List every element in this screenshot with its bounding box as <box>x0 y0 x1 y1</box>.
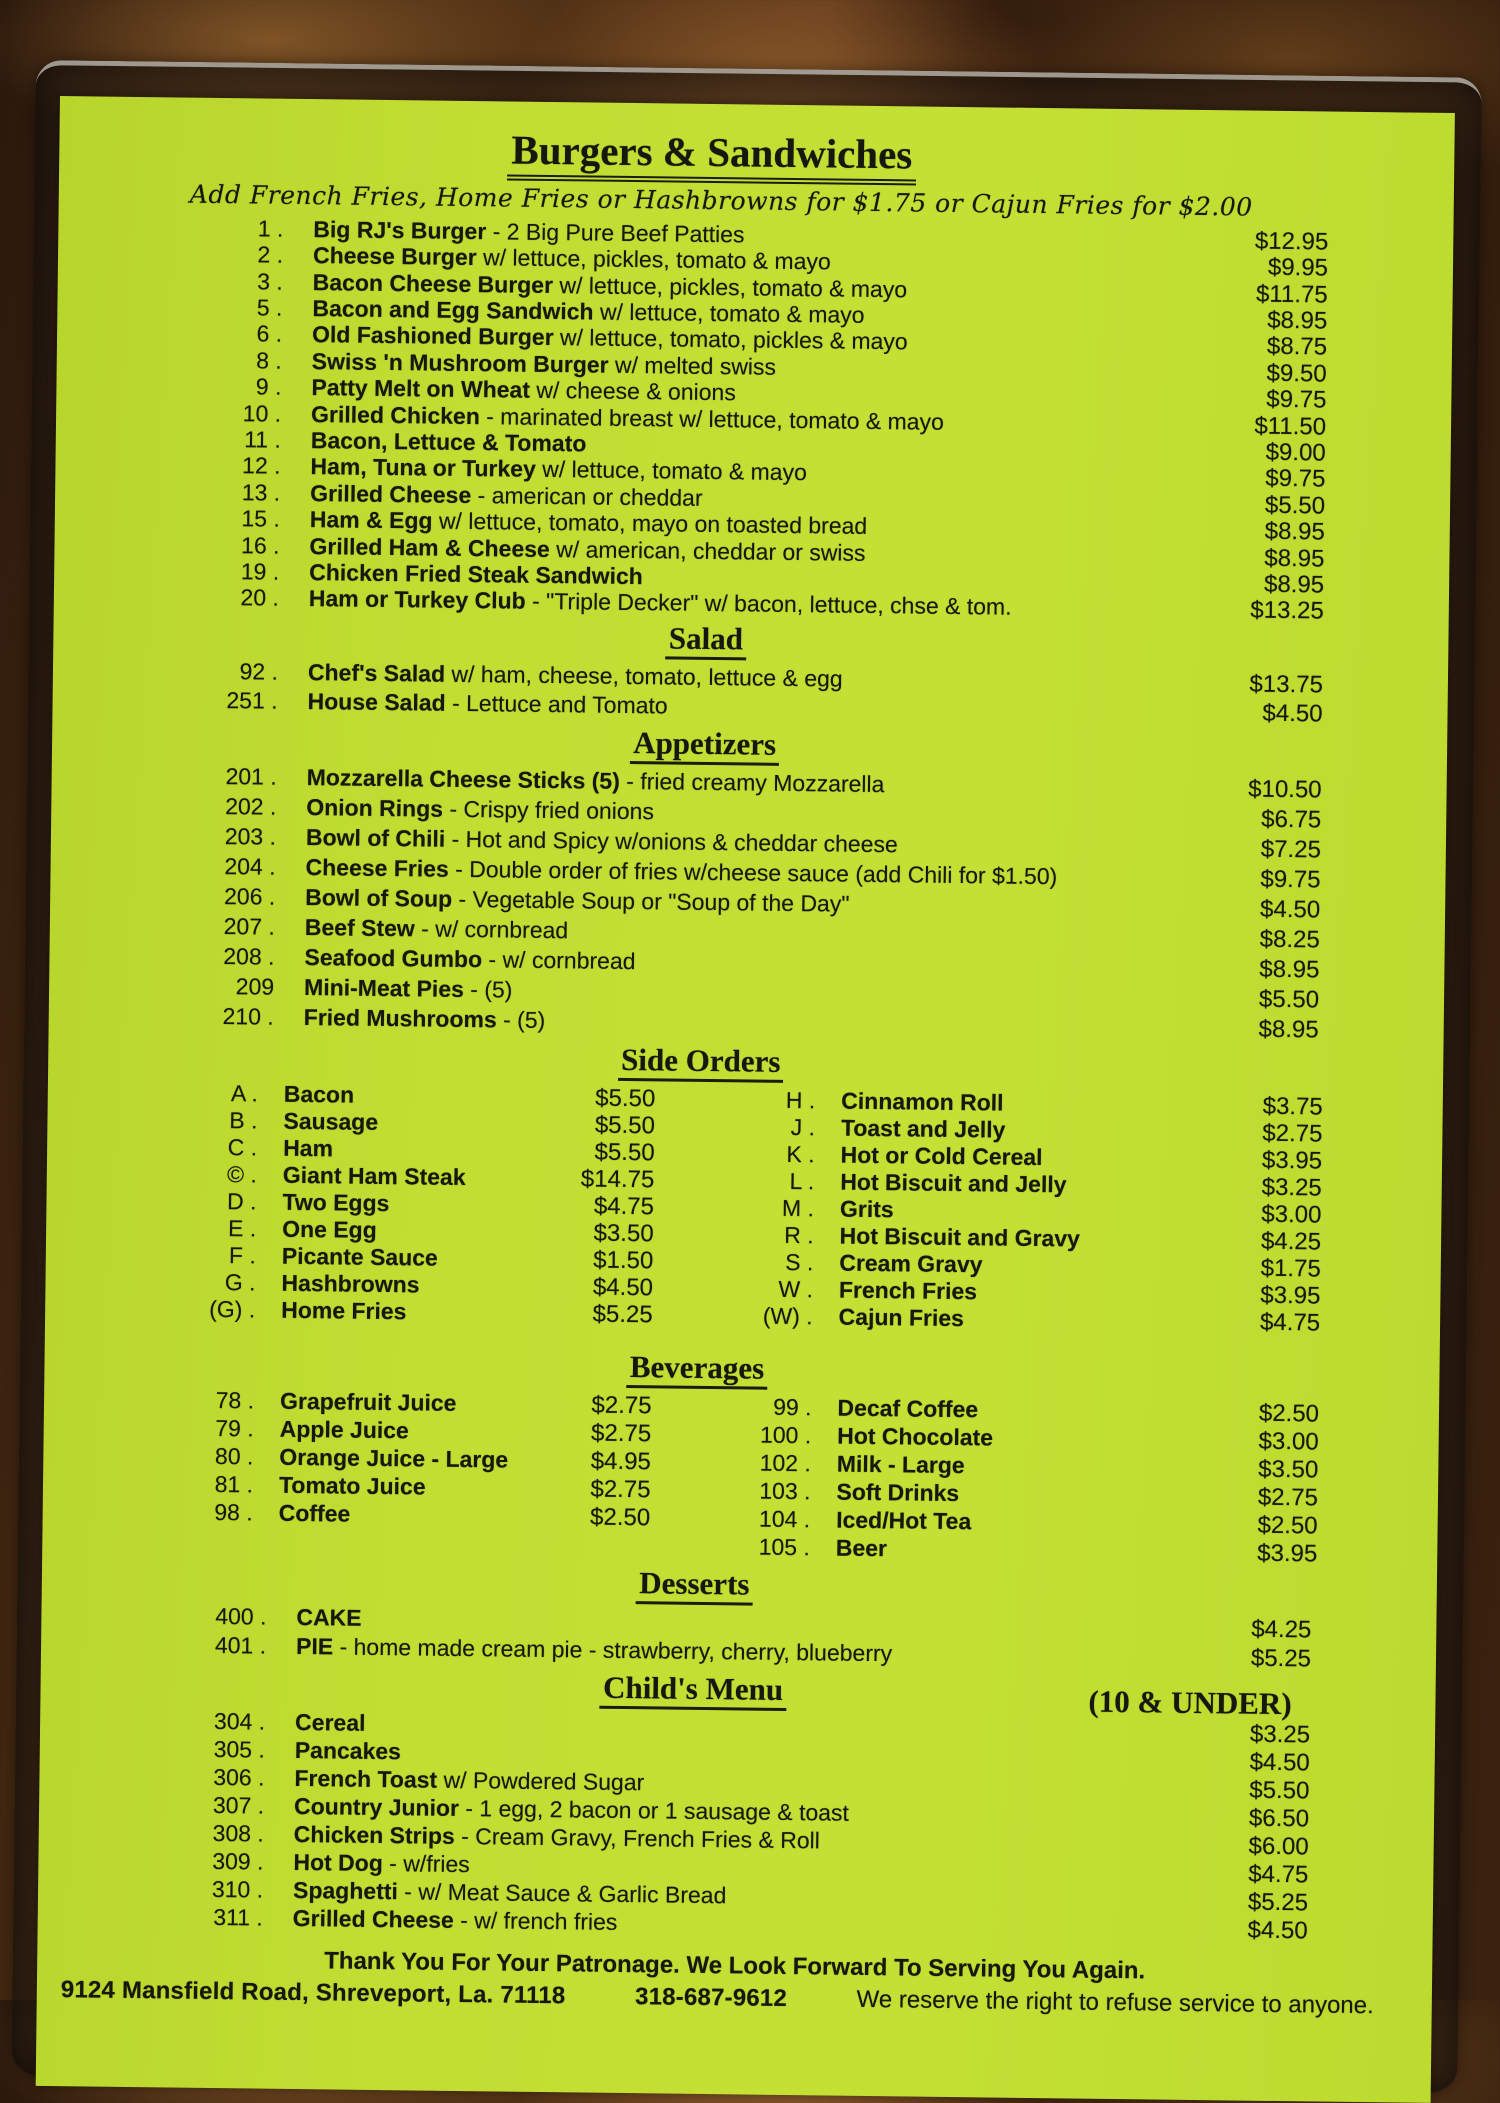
item-text <box>837 1423 1214 1455</box>
section-header-appetizers: Appetizers <box>630 726 779 766</box>
item-text <box>282 1243 549 1273</box>
item-text: Beef Stew - w/ cornbread <box>304 914 569 944</box>
item-name: Ham or Turkey Club <box>308 585 526 615</box>
item-name: Home Fries <box>281 1296 407 1325</box>
item-number: (G) . <box>209 1295 256 1323</box>
item-text <box>836 1535 1213 1567</box>
item-name: Swiss 'n Mushroom Burger <box>311 347 609 378</box>
item-number: 12 . <box>241 452 281 480</box>
item-number: 19 . <box>240 558 280 585</box>
item-text: Hot Dog - w/fries <box>293 1849 470 1878</box>
item-number: 20 . <box>240 584 280 612</box>
item-number: 9 . <box>255 373 282 400</box>
item-number: 401 . <box>214 1632 267 1659</box>
item-number: 15 . <box>241 505 281 532</box>
item-text <box>280 1416 547 1446</box>
item-number: 80 . <box>214 1443 254 1470</box>
item-text <box>283 1135 550 1165</box>
item-name: Bacon <box>283 1080 355 1108</box>
item-name: Old Fashioned Burger <box>311 321 554 351</box>
item-number: 13 . <box>241 479 281 506</box>
item-price: $4.50 <box>1259 895 1321 924</box>
item-name: PIE <box>295 1633 334 1660</box>
item-price: $5.50 <box>595 1084 656 1113</box>
item-price: $8.95 <box>1264 517 1325 546</box>
item-text <box>279 1444 546 1474</box>
section-salad <box>52 614 1448 731</box>
item-price: $9.75 <box>1260 865 1321 894</box>
item-number: 92 . <box>239 658 279 685</box>
item-number: H . <box>785 1086 816 1114</box>
item-name: Hot Biscuit and Jelly <box>840 1168 1067 1198</box>
item-price: $1.75 <box>1260 1254 1321 1283</box>
item-price: $3.95 <box>1260 1281 1321 1310</box>
item-text: Old Fashioned Burger w/ lettuce, tomato, pickles & mayo <box>311 321 908 355</box>
item-name: French Fries <box>838 1276 978 1305</box>
item-text: French Toast w/ Powdered Sugar <box>294 1765 645 1796</box>
item-number: 100 . <box>759 1421 812 1449</box>
item-name: Beer <box>835 1534 888 1562</box>
side-orders-columns <box>45 1078 1443 1338</box>
item-number: G . <box>224 1269 256 1296</box>
item-name: Hashbrowns <box>281 1269 420 1298</box>
salad-item-list <box>52 656 1448 731</box>
item-name: Ham & Egg <box>309 506 433 534</box>
item-number: 311 . <box>213 1904 263 1931</box>
item-name: Tomato Juice <box>278 1471 426 1500</box>
section-header-childs-menu: Child's Menu <box>600 1671 786 1711</box>
item-text: House Salad - Lettuce and Tomato <box>307 687 668 719</box>
item-price: $5.50 <box>1249 1776 1310 1805</box>
item-number: 78 . <box>215 1387 255 1414</box>
item-price: $11.75 <box>1255 280 1328 309</box>
item-text: Grilled Ham & Cheese w/ american, cheddar or swiss <box>309 532 866 566</box>
item-name: Soft Drinks <box>836 1478 960 1507</box>
item-name: Cheese Fries <box>305 854 449 882</box>
item-number: 207 . <box>223 913 276 940</box>
item-price: $10.50 <box>1248 775 1322 804</box>
menu-item-row <box>758 1534 1318 1569</box>
item-price: $3.25 <box>1249 1720 1311 1749</box>
item-price: $12.95 <box>1254 227 1329 256</box>
item-name: Giant Ham Steak <box>282 1161 466 1191</box>
thank-you-line: Thank You For Your Patronage. We Look Forward To Serving You Again. <box>324 1947 1146 1985</box>
item-text <box>279 1472 546 1502</box>
item-price: $9.50 <box>1266 359 1327 388</box>
item-name: Cheese Burger <box>312 242 477 271</box>
section-childs-menu <box>38 1664 1436 1947</box>
item-text: Ham or Turkey Club - "Triple Decker" w/ bacon, lettuce, chse & tom. <box>308 585 1012 621</box>
item-price: $3.95 <box>1261 1146 1323 1175</box>
item-number: 204 . <box>224 853 276 880</box>
item-price: $4.50 <box>1262 699 1323 728</box>
item-price: $4.75 <box>593 1192 655 1221</box>
item-number: 2 . <box>257 241 284 269</box>
item-name: French Toast <box>294 1765 438 1794</box>
section-side-orders <box>45 1036 1443 1338</box>
item-name: Hot or Cold Cereal <box>840 1141 1043 1171</box>
item-price: $7.25 <box>1260 835 1322 864</box>
item-number: (W) . <box>762 1302 813 1330</box>
item-number: 16 . <box>240 531 280 559</box>
item-price: $4.25 <box>1260 1227 1322 1256</box>
item-text: Spaghetti - w/ Meat Sauce & Garlic Bread <box>292 1877 727 1909</box>
menu-item-row <box>173 1499 651 1533</box>
item-text <box>837 1395 1214 1427</box>
item-number: L . <box>789 1168 815 1195</box>
item-text: Chef's Salad w/ ham, cheese, tomato, lettuce & egg <box>307 658 843 692</box>
item-number: 10 . <box>242 399 282 427</box>
item-number: C . <box>227 1134 258 1161</box>
beverages-left-list <box>42 1385 742 1562</box>
item-price: $3.00 <box>1261 1200 1322 1229</box>
item-number: 81 . <box>214 1471 254 1498</box>
item-text <box>279 1500 546 1530</box>
item-number: 98 . <box>214 1499 253 1526</box>
item-name: Orange Juice - Large <box>279 1443 509 1473</box>
item-number: S . <box>785 1248 814 1276</box>
item-text: Country Junior - 1 egg, 2 bacon or 1 sausage & toast <box>293 1793 850 1827</box>
item-price: $9.95 <box>1267 254 1329 282</box>
item-text <box>282 1189 549 1219</box>
item-number: 305 . <box>213 1736 265 1763</box>
item-number: 102 . <box>759 1449 812 1477</box>
item-number: 309 . <box>212 1848 264 1875</box>
item-price: $4.50 <box>1249 1748 1310 1777</box>
item-number: 206 . <box>223 883 276 910</box>
item-number: 79 . <box>215 1415 254 1442</box>
childs-item-list <box>38 1706 1436 1947</box>
item-text <box>838 1304 1215 1336</box>
item-price: $3.95 <box>1257 1539 1318 1568</box>
item-text: Seafood Gumbo - w/ cornbread <box>304 944 636 975</box>
item-text <box>284 1081 551 1111</box>
item-name: Sausage <box>283 1107 379 1136</box>
item-name: Two Eggs <box>282 1188 390 1217</box>
item-name: Cereal <box>294 1709 366 1737</box>
item-text <box>283 1162 550 1192</box>
item-text: Bowl of Chili - Hot and Spicy w/onions & cheddar cheese <box>305 824 898 858</box>
item-name: Bowl of Chili <box>305 824 446 852</box>
section-header-desserts: Desserts <box>636 1566 753 1606</box>
item-price: $2.75 <box>590 1475 651 1504</box>
item-text: Chicken Strips - Cream Gravy, French Fries & Roll <box>293 1821 821 1854</box>
side-orders-right-list <box>742 1086 1442 1338</box>
page-title: Burgers & Sandwiches <box>507 127 917 185</box>
item-text <box>837 1451 1214 1483</box>
item-text: Grilled Cheese - w/ french fries <box>292 1905 618 1936</box>
item-name: Chef's Salad <box>307 658 446 687</box>
item-price: $5.50 <box>594 1111 656 1140</box>
item-text: Ham & Egg w/ lettuce, tomato, mayo on toasted bread <box>309 506 868 540</box>
add-fries-note: Add French Fries, Home Fries or Hashbrowns for $1.75 or Cajun Fries for $2.00 <box>189 179 1253 222</box>
item-name: Ham <box>283 1134 334 1162</box>
item-price: $9.00 <box>1265 438 1326 467</box>
item-price: $13.75 <box>1249 670 1324 699</box>
item-name: Seafood Gumbo <box>304 944 483 973</box>
service-disclaimer: We reserve the right to refuse service to anyone. <box>856 1986 1374 2020</box>
item-text: PIE - home made cream pie - strawberry, cherry, blueberry <box>295 1633 893 1667</box>
item-text: Patty Melt on Wheat w/ cheese & onions <box>311 374 736 406</box>
item-name: Hot Dog <box>293 1849 384 1877</box>
item-text: Cheese Fries - Double order of fries w/cheese sauce (add Chili for $1.50) <box>305 854 1058 890</box>
section-desserts <box>41 1559 1437 1676</box>
item-name: Grilled Ham & Cheese <box>309 532 550 562</box>
item-name: Grilled Cheese <box>292 1905 454 1934</box>
item-price: $8.25 <box>1259 925 1320 954</box>
item-name: Hot Biscuit and Gravy <box>839 1222 1081 1252</box>
item-number: 310 . <box>211 1876 264 1903</box>
item-price: $4.95 <box>590 1447 652 1476</box>
item-price: $4.25 <box>1251 1615 1312 1644</box>
item-price: $5.50 <box>1264 491 1326 520</box>
item-number: 201 . <box>225 763 277 790</box>
item-number: 3 . <box>257 268 283 295</box>
item-text <box>283 1108 550 1138</box>
item-number: W . <box>778 1275 814 1303</box>
item-number: 203 . <box>224 823 277 850</box>
item-name: Patty Melt on Wheat <box>311 374 531 404</box>
item-price: $2.75 <box>590 1419 652 1448</box>
section-header-beverages: Beverages <box>627 1350 768 1390</box>
item-text: Grilled Chicken - marinated breast w/ lettuce, tomato & mayo <box>310 400 945 435</box>
item-price: $8.95 <box>1258 1015 1319 1044</box>
item-name: Toast and Jelly <box>840 1114 1006 1143</box>
item-name: Onion Rings <box>306 794 444 822</box>
item-number: 208 . <box>223 943 275 970</box>
item-price: $8.75 <box>1266 333 1328 361</box>
item-name: Spaghetti <box>292 1877 399 1905</box>
item-name: Grapefruit Juice <box>279 1387 457 1417</box>
item-name: One Egg <box>282 1215 377 1243</box>
menu-item-row <box>760 1303 1320 1337</box>
item-name: Mozzarella Cheese Sticks (5) <box>306 764 621 794</box>
item-price: $2.50 <box>1257 1511 1318 1540</box>
item-text <box>836 1479 1213 1511</box>
item-number: K . <box>786 1141 815 1168</box>
item-name: Bowl of Soup <box>305 884 453 912</box>
item-price: $2.50 <box>1258 1399 1320 1428</box>
beverages-columns <box>42 1385 1439 1570</box>
burgers-item-list <box>54 213 1454 626</box>
item-name: Grilled Cheese <box>310 479 472 508</box>
item-price: $8.95 <box>1263 570 1325 599</box>
item-text: Grilled Cheese - american or cheddar <box>310 479 703 511</box>
item-name: Hot Chocolate <box>837 1422 994 1451</box>
item-text: Fried Mushrooms - (5) <box>303 1004 546 1033</box>
item-name: Bacon and Egg Sandwich <box>312 295 594 325</box>
item-number: 6 . <box>256 320 283 348</box>
item-text <box>280 1388 547 1418</box>
item-number: 202 . <box>225 793 277 820</box>
age-note: (10 & UNDER) <box>1088 1683 1292 1722</box>
item-price: $8.95 <box>1259 955 1320 984</box>
item-price: $3.25 <box>1261 1173 1322 1202</box>
item-number: 11 . <box>244 426 281 453</box>
item-price: $2.75 <box>1262 1119 1323 1148</box>
item-number: M . <box>781 1194 815 1222</box>
section-header-side-orders: Side Orders <box>618 1043 784 1083</box>
item-name: Mini-Meat Pies <box>303 974 465 1002</box>
item-price: $2.75 <box>1257 1483 1319 1512</box>
item-text <box>281 1297 548 1327</box>
appetizers-item-list <box>49 761 1447 1048</box>
item-price: $2.50 <box>589 1503 651 1532</box>
item-text: Bowl of Soup - Vegetable Soup or "Soup of the Day" <box>305 884 850 917</box>
item-price: $5.50 <box>1258 985 1320 1014</box>
item-number: R . <box>784 1221 814 1249</box>
item-text: Bacon and Egg Sandwich w/ lettuce, tomato & mayo <box>312 295 865 328</box>
item-number: 104 . <box>758 1505 811 1533</box>
item-name: House Salad <box>307 687 446 716</box>
item-number: 210 . <box>222 1003 274 1030</box>
address: 9124 Mansfield Road, Shreveport, La. 71118 <box>60 1976 566 2010</box>
item-price: $4.50 <box>592 1273 654 1302</box>
item-text <box>836 1507 1213 1539</box>
item-name: Pancakes <box>294 1737 402 1765</box>
item-number: 105 . <box>758 1533 810 1561</box>
item-number: 209 <box>235 973 275 1000</box>
item-number: 103 . <box>759 1477 811 1505</box>
item-name: Picante Sauce <box>281 1242 438 1271</box>
item-name: Milk - Large <box>836 1450 965 1479</box>
item-number: D . <box>226 1188 257 1215</box>
item-text: Swiss 'n Mushroom Burger w/ melted swiss <box>311 347 777 380</box>
item-name: Apple Juice <box>279 1415 409 1444</box>
item-price: $9.75 <box>1266 386 1327 414</box>
item-text: Ham, Tuna or Turkey w/ lettuce, tomato & mayo <box>310 453 808 486</box>
item-name: Grilled Chicken <box>310 400 481 429</box>
item-number: 308 . <box>212 1820 264 1847</box>
item-text <box>282 1216 549 1246</box>
item-price: $13.25 <box>1250 596 1324 625</box>
item-price: $6.50 <box>1248 1804 1310 1833</box>
item-price: $1.50 <box>593 1246 654 1275</box>
item-name: Decaf Coffee <box>837 1394 979 1423</box>
item-number: 307 . <box>212 1792 265 1819</box>
item-price: $3.00 <box>1258 1427 1319 1456</box>
item-name: Iced/Hot Tea <box>836 1506 972 1535</box>
item-number: E . <box>227 1215 257 1242</box>
item-price: $6.00 <box>1248 1832 1309 1861</box>
item-text <box>281 1270 548 1300</box>
item-number: 99 . <box>773 1393 812 1421</box>
item-price: $2.75 <box>591 1391 652 1420</box>
item-name: Bacon Cheese Burger <box>312 268 554 298</box>
item-number: 400 . <box>215 1603 267 1630</box>
item-price: $11.50 <box>1254 412 1327 441</box>
item-price: $5.25 <box>1250 1644 1312 1673</box>
item-text: Cheese Burger w/ lettuce, pickles, tomato & mayo <box>312 242 831 275</box>
item-name: Grits <box>839 1195 894 1223</box>
item-price: $4.75 <box>1248 1860 1309 1889</box>
item-price: $3.75 <box>1262 1092 1323 1121</box>
item-number: 5 . <box>256 294 283 321</box>
item-number: A . <box>230 1080 258 1107</box>
item-text: Mini-Meat Pies - (5) <box>303 974 513 1003</box>
desserts-item-list <box>41 1601 1437 1676</box>
side-orders-left-list <box>45 1078 745 1330</box>
item-name: Coffee <box>278 1499 351 1527</box>
item-number: B . <box>229 1107 258 1134</box>
item-price: $8.95 <box>1264 544 1325 573</box>
section-beverages <box>42 1343 1439 1570</box>
item-number: 251 . <box>226 686 278 714</box>
menu-title-wrap <box>59 96 1365 191</box>
item-price: $9.75 <box>1265 465 1326 493</box>
item-name: Ham, Tuna or Turkey <box>310 453 537 483</box>
item-number: 304 . <box>213 1708 266 1735</box>
item-price: $8.95 <box>1267 306 1328 335</box>
item-number: 306 . <box>213 1764 265 1791</box>
item-price: $4.75 <box>1259 1308 1321 1337</box>
item-text: Bacon Cheese Burger w/ lettuce, pickles, tomato & mayo <box>312 268 908 303</box>
item-text: Mozzarella Cheese Sticks (5) - fried creamy Mozzarella <box>306 764 885 798</box>
item-price: $5.50 <box>594 1138 655 1167</box>
menu-paper <box>36 96 1455 2103</box>
item-price: $14.75 <box>580 1165 655 1194</box>
item-price: $3.50 <box>1258 1455 1319 1484</box>
item-text: Big RJ's Burger - 2 Big Pure Beef Patties <box>313 216 745 248</box>
item-name: Country Junior <box>293 1793 460 1822</box>
item-name: Beef Stew <box>304 914 415 942</box>
item-name: Chicken Fried Steak Sandwich <box>309 559 643 590</box>
beverages-right-list <box>740 1394 1440 1571</box>
item-number: 1 . <box>257 215 284 242</box>
item-name: Cream Gravy <box>839 1249 983 1278</box>
item-text: Onion Rings - Crispy fried onions <box>306 794 655 825</box>
item-price: $4.50 <box>1247 1916 1308 1945</box>
item-number: F . <box>228 1242 257 1269</box>
item-name: Big RJ's Burger <box>313 216 487 245</box>
item-name: Fried Mushrooms <box>303 1004 497 1033</box>
item-price: $6.75 <box>1261 805 1322 834</box>
section-header-salad: Salad <box>666 621 747 660</box>
item-name: Chicken Strips <box>293 1821 455 1850</box>
item-price: $3.50 <box>593 1219 654 1248</box>
item-number: J . <box>790 1114 816 1141</box>
item-number: © . <box>226 1161 257 1188</box>
item-name: Cinnamon Roll <box>841 1087 1004 1116</box>
section-burgers <box>54 213 1454 626</box>
item-number: 8 . <box>256 347 282 374</box>
item-price: $5.25 <box>592 1300 653 1329</box>
menu-item-row <box>175 1296 653 1329</box>
section-appetizers <box>49 719 1448 1048</box>
item-name: Bacon, Lettuce & Tomato <box>310 427 587 457</box>
item-name: Cajun Fries <box>838 1303 965 1332</box>
phone-number: 318-687-9612 <box>634 1983 788 2013</box>
item-price: $5.25 <box>1247 1888 1309 1917</box>
item-name: CAKE <box>296 1604 362 1632</box>
